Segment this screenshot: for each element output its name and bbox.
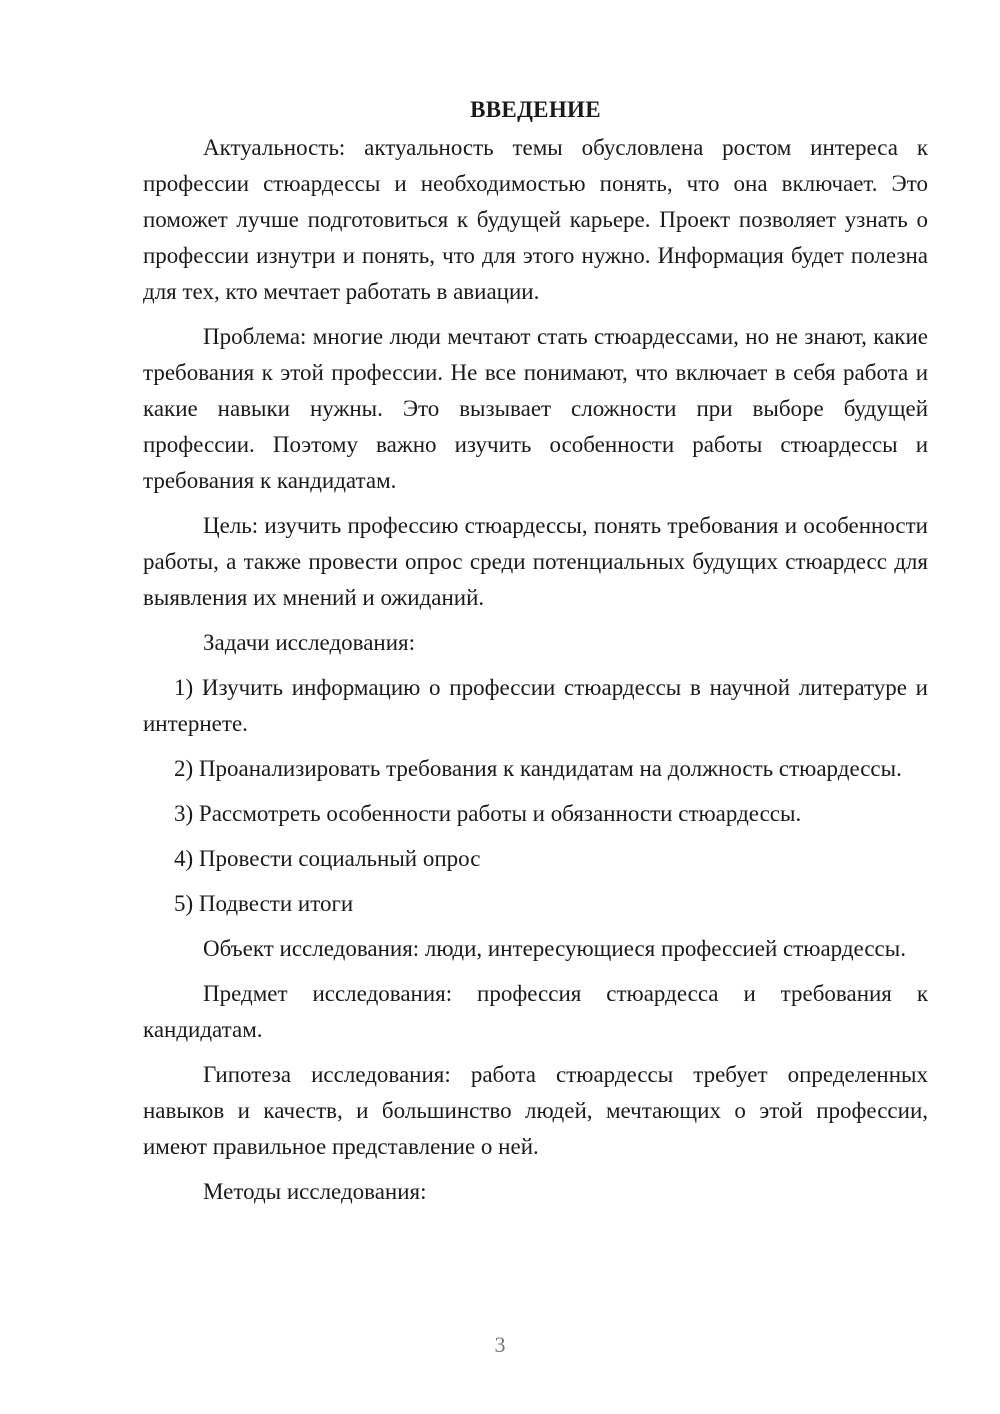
task-item-1: 1) Изучить информацию о профессии стюардессы в научной литературе и интернете. — [143, 675, 928, 736]
tasks-heading: Задачи исследования: — [203, 630, 416, 655]
paragraph-hypothesis: Гипотеза исследования: работа стюардессы требует определенных навыков и качеств, и большинство людей, мечтающих о этой профессии, имеют правильное представление о ней. — [143, 1062, 928, 1159]
paragraph-problem: Проблема: многие люди мечтают стать стюардессами, но не знают, какие требования к этой профессии. Не все понимают, что включает в себя работа и какие навыки нужны. Это вызывает сложности при выборе будущей профессии. Поэтому важно изучить особенности работы стюардессы и требования к кандидатам. — [143, 324, 928, 493]
page-title: ВВЕДЕНИЕ — [470, 97, 601, 122]
methods-heading: Методы исследования: — [203, 1179, 427, 1204]
paragraph-object: Объект исследования: люди, интересующиеся профессией стюардессы. — [203, 936, 906, 961]
task-item-5: 5) Подвести итоги — [174, 891, 354, 916]
paragraph-relevance: Актуальность: актуальность темы обусловлена ростом интереса к профессии стюардессы и необходимостью понять, что она включает. Это поможет лучше подготовиться к будущей карьере. Проект позволяет узнать о профессии изнутри и понять, что для этого нужно. Информация будет полезна для тех, кто мечтает работать в авиации. — [143, 135, 928, 304]
page-number: 3 — [494, 1332, 506, 1357]
paragraph-goal: Цель: изучить профессию стюардессы, понять требования и особенности работы, а также провести опрос среди потенциальных будущих стюардесс для выявления их мнений и ожиданий. — [143, 513, 928, 610]
task-item-2: 2) Проанализировать требования к кандидатам на должность стюардессы. — [174, 756, 902, 781]
task-item-4: 4) Провести социальный опрос — [174, 846, 481, 871]
paragraph-subject: Предмет исследования: профессия стюардесса и требования к кандидатам. — [143, 981, 928, 1042]
document-page — [143, 92, 928, 1219]
task-item-3: 3) Рассмотреть особенности работы и обязанности стюардессы. — [174, 801, 802, 826]
